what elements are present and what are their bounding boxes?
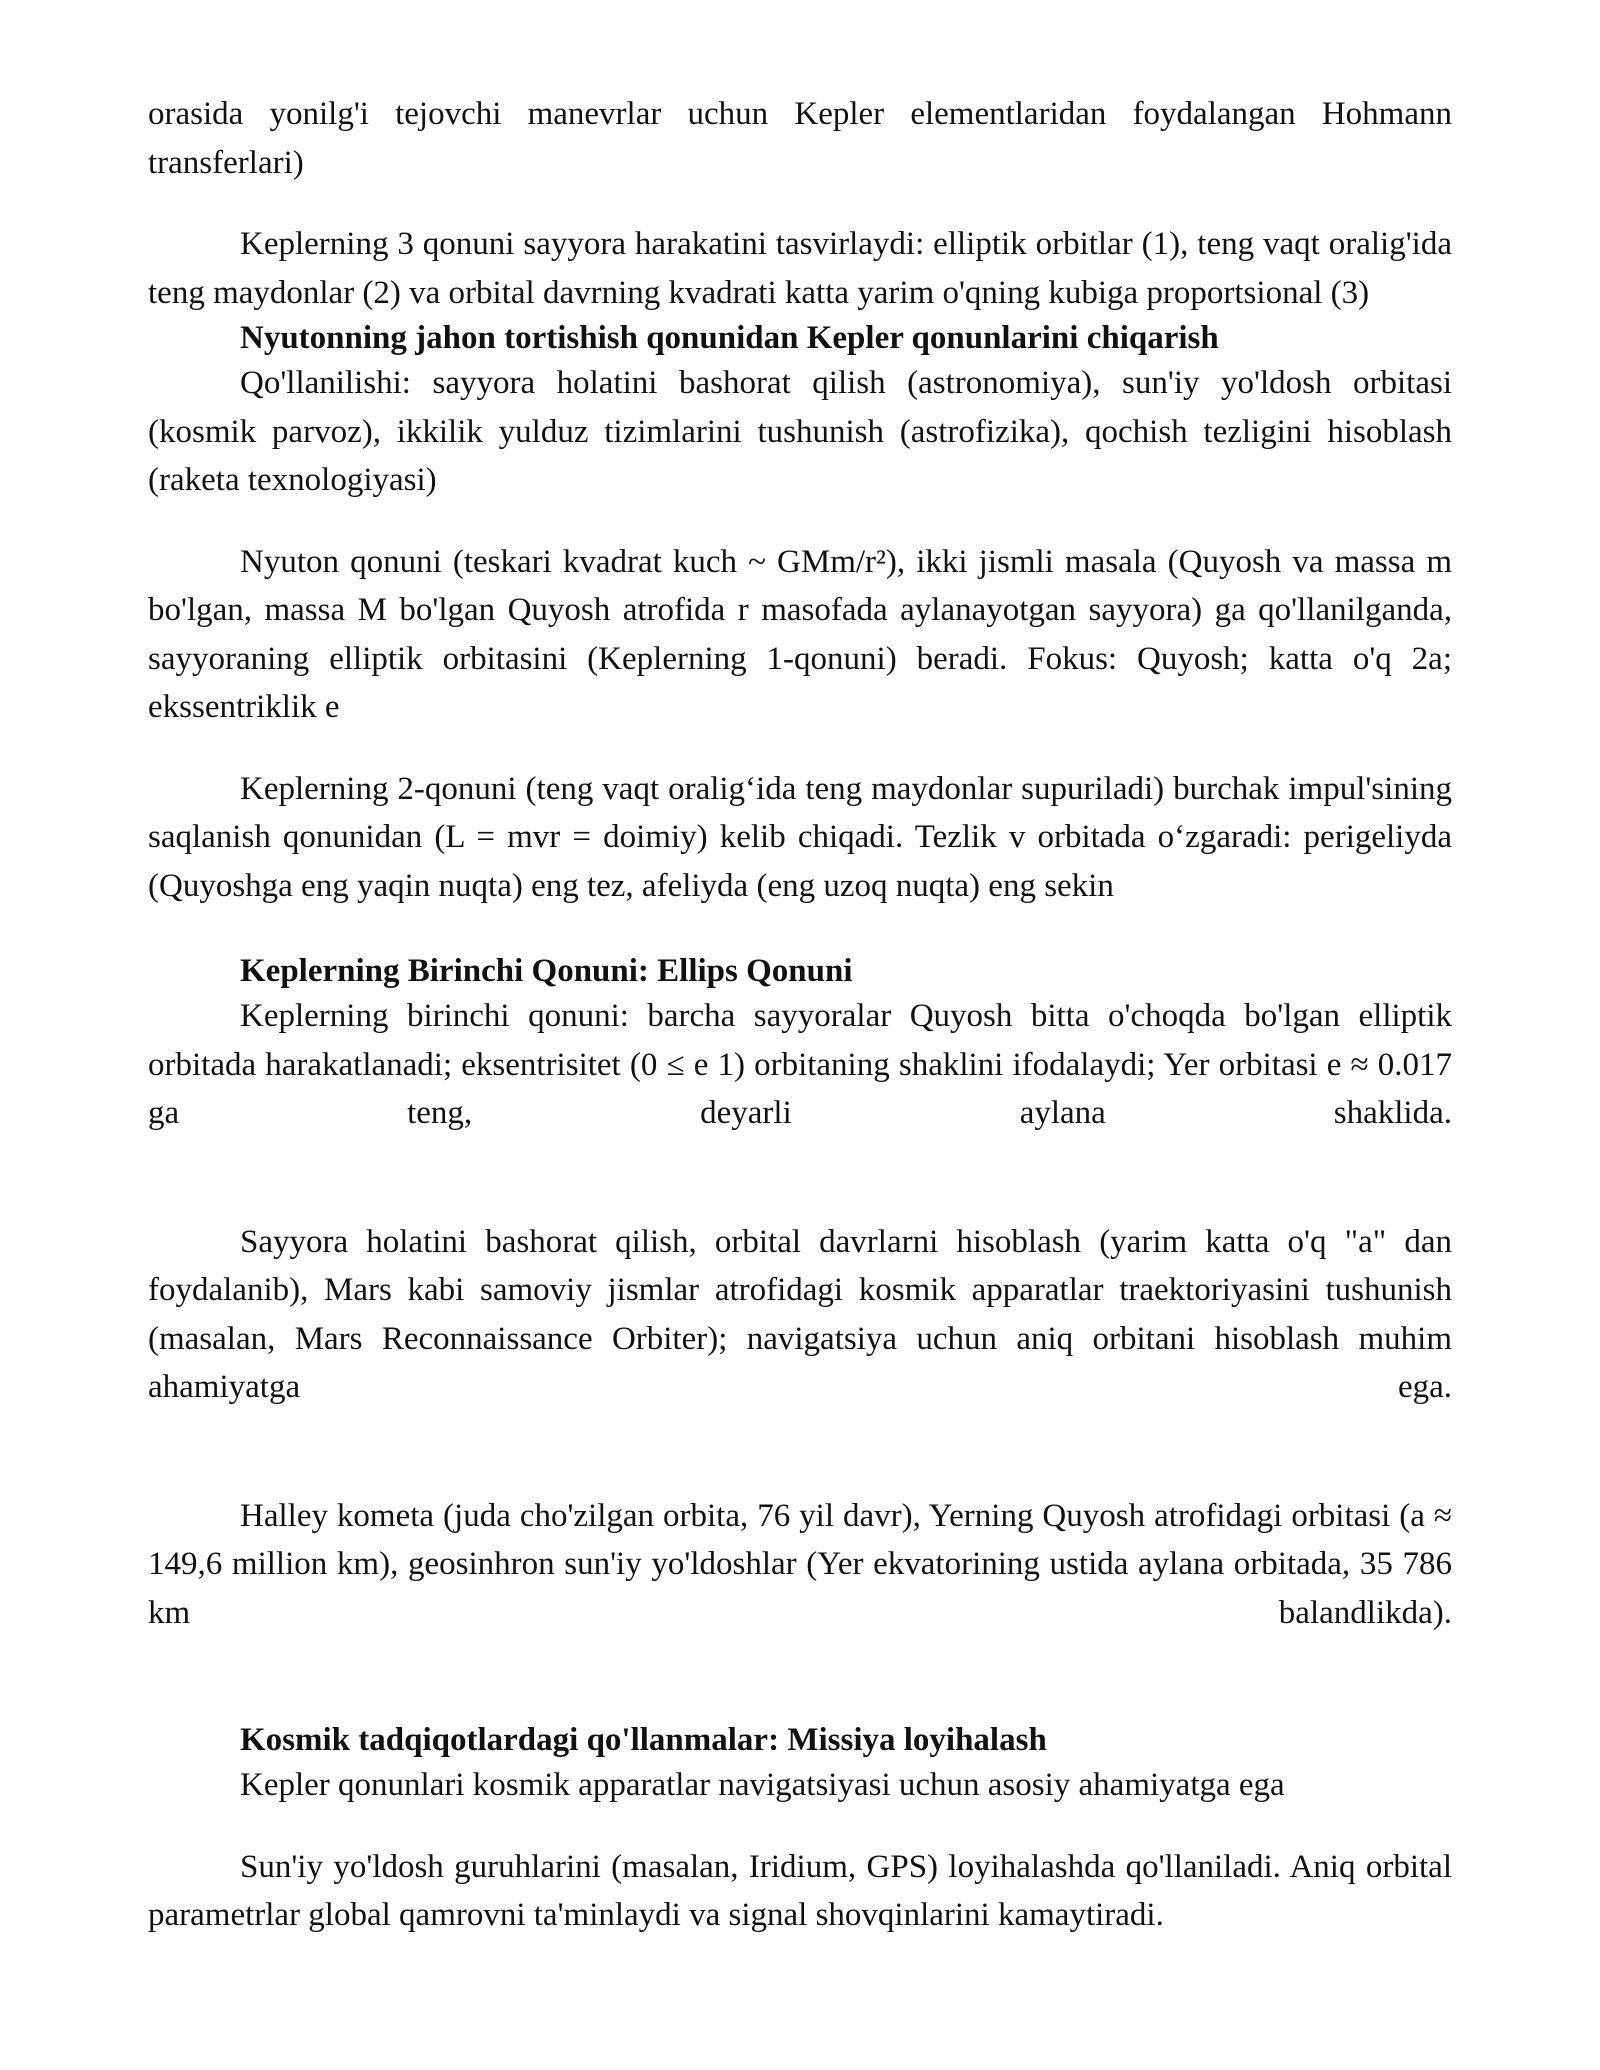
paragraph-newton-law: Nyuton qonuni (teskari kvadrat kuch ~ GMm/r²), ikki jismli masala (Quyosh va massa m bo'lgan, massa M bo'lgan Quyosh atrofida r masofada aylanayotgan sayyora) ga qo'llanilganda, sayyoraning elliptik orbitasini (Keplerning 1-qonuni) beradi. Fokus: Quyosh; katta o'q 2a; ekssentriklik e xyxy=(148,543,1452,725)
paragraph-hohmann-continuation: orasida yonilg'i tejovchi manevrlar uchun Kepler elementlaridan foydalangan Hohmann transferlari) xyxy=(148,96,1452,181)
paragraph-applications: Qo'llanilishi: sayyora holatini bashorat qilish (astronomiya), sun'iy yo'ldosh orbitasi (kosmik parvoz), ikkilik yulduz tizimlarini tushunish (astrofizika), qochish tezligini hisoblash (raketa texnologiyasi) xyxy=(148,365,1452,498)
heading-mission-design: Kosmik tadqiqotlardagi qo'llanmalar: Missiya loyihalash xyxy=(240,1722,1047,1758)
paragraph-prediction: Sayyora holatini bashorat qilish, orbital davrlarni hisoblash (yarim katta o'q "a" dan foydalanib), Mars kabi samoviy jismlar atrofidagi kosmik apparatlar traektoriyasini tushunish (masalan, Mars Reconnaissance Orbiter); navigatsiya uchun aniq orbitani hisoblash muhim ahamiyatga ega. xyxy=(148,1223,1452,1405)
paragraph-first-law: Keplerning birinchi qonuni: barcha sayyoralar Quyosh bitta o'choqda bo'lgan elliptik orbitada harakatlanadi; eksentrisitet (0 ≤ e 1) orbitaning shaklini ifodalaydi; Yer orbitasi e ≈ 0.017 ga teng, deyarli aylana shaklida. xyxy=(148,998,1452,1131)
paragraph-navigation: Kepler qonunlari kosmik apparatlar navigatsiyasi uchun asosiy ahamiyatga ega xyxy=(240,1767,1285,1803)
paragraph-kepler-three-laws: Keplerning 3 qonuni sayyora harakatini tasvirlaydi: elliptik orbitlar (1), teng vaqt oralig'ida teng maydonlar (2) va orbital davrning kvadrati katta yarim o'qning kubiga proportsional (3) xyxy=(148,226,1452,311)
paragraph-satellite-groups: Sun'iy yo'ldosh guruhlarini (masalan, Iridium, GPS) loyihalashda qo'llaniladi. Aniq orbital parametrlar global qamrovni ta'minlaydi va signal shovqinlarini kamaytiradi. xyxy=(148,1848,1452,1933)
heading-first-law: Keplerning Birinchi Qonuni: Ellips Qonuni xyxy=(240,953,853,989)
paragraph-examples: Halley kometa (juda cho'zilgan orbita, 76 yil davr), Yerning Quyosh atrofidagi orbitasi (a ≈ 149,6 million km), geosinhron sun'iy yo'ldoshlar (Yer ekvatorining ustida aylana orbitada, 35 786 km balandlikda). xyxy=(148,1497,1452,1631)
paragraph-kepler-second-law: Keplerning 2-qonuni (teng vaqt oralig‘ida teng maydonlar supuriladi) burchak impul'sining saqlanish qonunidan (L = mvr = doimiy) kelib chiqadi. Tezlik v orbitada o‘zgaradi: perigeliyda (Quyoshga eng yaqin nuqta) eng tez, afeliyda (eng uzoq nuqta) eng sekin xyxy=(148,770,1452,904)
heading-newton-derivation: Nyutonning jahon tortishish qonunidan Kepler qonunlarini chiqarish xyxy=(240,320,1219,356)
